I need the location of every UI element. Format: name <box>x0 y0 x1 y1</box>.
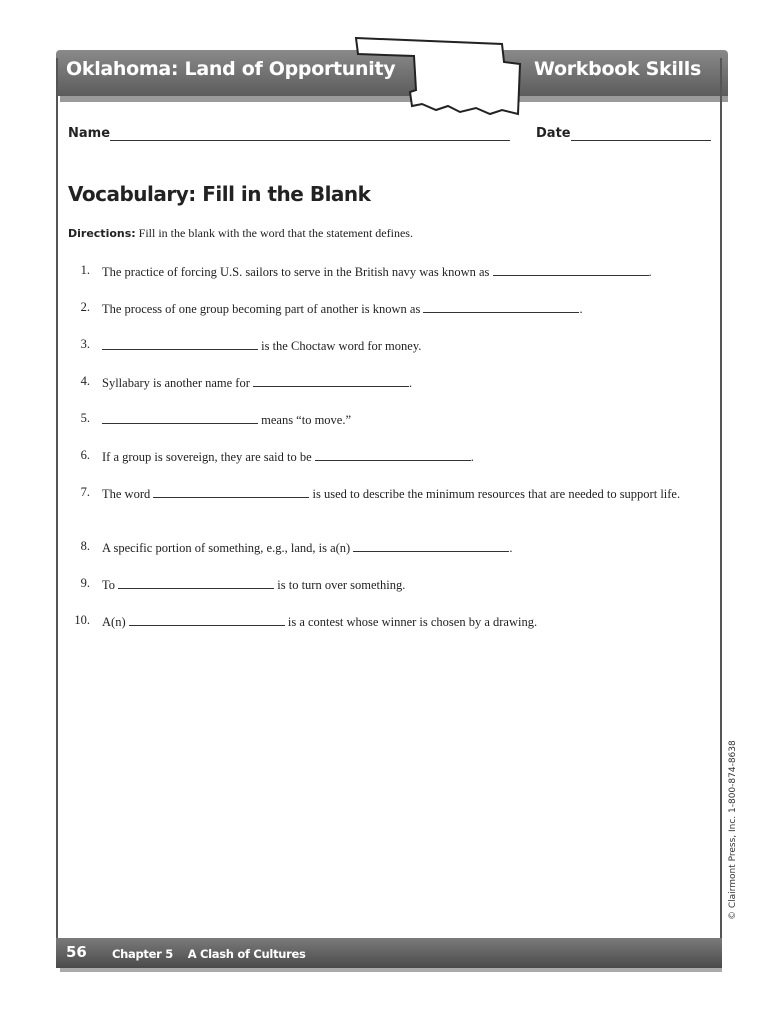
copyright-notice: © Clairmont Press, Inc. 1-800-874-8638 <box>728 740 738 920</box>
name-date-row <box>68 126 712 141</box>
question-text-before: If a group is sovereign, they are said to be <box>102 450 315 464</box>
directions-label: Directions: <box>68 227 136 240</box>
question-number: 6. <box>80 448 90 462</box>
question-text-before: The word <box>102 487 154 501</box>
question-text-before: A(n) <box>102 615 129 629</box>
footer-shadow <box>60 968 722 972</box>
question-text-before: A specific portion of something, e.g., land, is a(n) <box>102 541 354 555</box>
question-number: 3. <box>80 337 90 351</box>
question-number: 9. <box>80 576 90 590</box>
question-text-after: is the Choctaw word for money. <box>258 339 422 353</box>
question-number: 2. <box>80 300 90 314</box>
question-text-after: is to turn over something. <box>274 578 406 592</box>
answer-blank[interactable] <box>102 411 258 424</box>
answer-blank[interactable] <box>153 485 309 498</box>
answer-blank[interactable] <box>353 539 509 552</box>
answer-blank[interactable] <box>315 448 471 461</box>
name-field[interactable] <box>110 127 510 141</box>
question-number: 4. <box>80 374 90 388</box>
page-number: 56 <box>66 943 87 961</box>
worksheet-title: Vocabulary: Fill in the Blank <box>68 182 371 206</box>
answer-blank[interactable] <box>253 374 409 387</box>
name-label: Name <box>68 126 111 141</box>
answer-blank[interactable] <box>129 613 285 626</box>
answer-blank[interactable] <box>423 300 579 313</box>
question-number: 10. <box>74 613 90 627</box>
answer-blank[interactable] <box>102 337 258 350</box>
question-text-after: . <box>470 450 474 464</box>
section-label: Workbook Skills <box>534 58 701 80</box>
answer-blank[interactable] <box>493 263 649 276</box>
book-title: Oklahoma: Land of Opportunity <box>66 58 396 80</box>
date-label: Date <box>536 126 571 141</box>
question-number: 1. <box>80 263 90 277</box>
directions <box>68 226 413 241</box>
question-text-after: . <box>648 265 652 279</box>
question-text-before: Syllabary is another name for <box>102 376 253 390</box>
question-text-after: . <box>509 541 513 555</box>
question-text-after: . <box>409 376 413 390</box>
question-number: 7. <box>80 485 90 499</box>
question-text-after: . <box>579 302 583 316</box>
question-number: 5. <box>80 411 90 425</box>
question-text-before: The practice of forcing U.S. sailors to serve in the British navy was known as <box>102 265 493 279</box>
question-text-after: is a contest whose winner is chosen by a drawing. <box>284 615 538 629</box>
question-text-after: is used to describe the minimum resources that are needed to support life. <box>309 487 681 501</box>
question-text-before: The process of one group becoming part of another is known as <box>102 302 424 316</box>
date-field[interactable] <box>571 127 711 141</box>
question-text-after: means “to move.” <box>258 413 352 427</box>
question-text-before: To <box>102 578 119 592</box>
chapter-label: Chapter 5 A Clash of Cultures <box>112 947 306 961</box>
answer-blank[interactable] <box>118 576 274 589</box>
directions-text: Fill in the blank with the word that the statement defines. <box>135 226 413 240</box>
question-number: 8. <box>80 539 90 553</box>
